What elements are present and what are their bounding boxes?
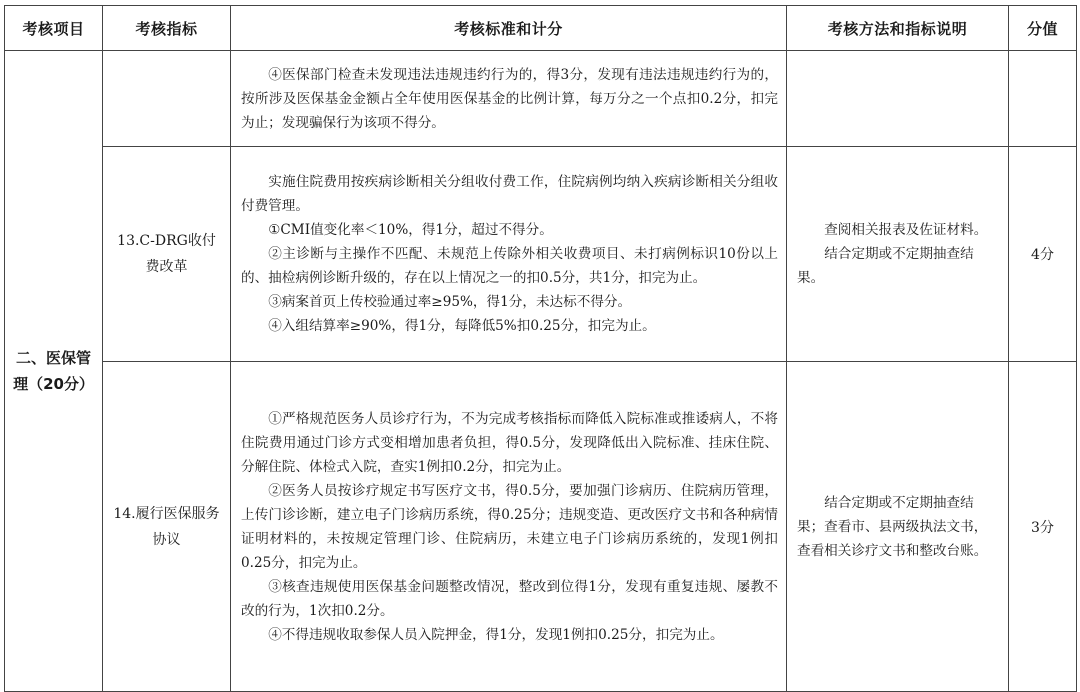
method-paragraph: 查阅相关报表及佐证材料。: [824, 222, 988, 238]
method-cell: [787, 147, 1009, 362]
standard-paragraph: ④不得违规收取参保人员入院押金，得1分，发现1例扣0.25分，扣完为止。: [268, 626, 724, 643]
indicator-cell: 13.C-DRG收付费改革: [103, 147, 231, 362]
standard-paragraph: ①CMI值变化率＜10%，得1分，超过不得分。: [268, 222, 553, 238]
assessment-table: [4, 5, 1077, 692]
table-row: [5, 147, 1077, 362]
header-method: 考核方法和指标说明: [787, 6, 1009, 51]
standard-paragraph: ④入组结算率≥90%，得1分，每降低5%扣0.25分，扣完为止。: [268, 318, 656, 334]
standard-paragraph: 实施住院费用按疾病诊断相关分组收付费工作，住院病例均纳入疾病诊断相关分组收付费管理。: [241, 174, 778, 214]
method-paragraph: 结合定期或不定期抽查结果。: [797, 246, 974, 286]
standard-paragraph: ③病案首页上传校验通过率≥95%，得1分，未达标不得分。: [268, 294, 632, 310]
header-row: [5, 6, 1077, 51]
standard-paragraph: ③核查违规使用医保基金问题整改情况，整改到位得1分，发现有重复违规、屡教不改的行为，1次扣0.2分。: [241, 578, 778, 619]
indicator-cell: 14.履行医保服务协议: [103, 362, 231, 692]
standard-paragraph: ②主诊断与主操作不匹配、未规范上传除外相关收费项目、未打病例标识10份以上的、抽检病例诊断升级的，存在以上情况之一的扣0.5分，共1分，扣完为止。: [241, 246, 778, 286]
standard-paragraph: ④医保部门检查未发现违法违规违约行为的，得3分，发现有违法违规违约行为的，按所涉及医保基金金额占全年使用医保基金的比例计算，每万分之一个点扣0.2分，扣完为止；发现骗保行为该项不得分。: [241, 66, 778, 131]
standard-cell: [231, 51, 787, 147]
method-cell: [787, 51, 1009, 147]
standard-cell: [231, 147, 787, 362]
header-standard: 考核标准和计分: [231, 6, 787, 51]
table-row: [5, 362, 1077, 692]
table-row: [5, 51, 1077, 147]
standard-paragraph: ①严格规范医务人员诊疗行为，不为完成考核指标而降低入院标准或推诿病人，不将住院费用通过门诊方式变相增加患者负担，得0.5分，发现降低出入院标准、挂床住院、分解住院、体检式入院，查实1例扣0.2分，扣完为止。: [241, 410, 778, 475]
header-category: 考核项目: [5, 6, 103, 51]
indicator-cell: [103, 51, 231, 147]
score-cell: 3分: [1009, 362, 1077, 692]
score-cell: 4分: [1009, 147, 1077, 362]
method-cell: [787, 362, 1009, 692]
standard-cell: [231, 362, 787, 692]
method-paragraph: 结合定期或不定期抽查结果；查看市、县两级执法文书，查看相关诊疗文书和整改台账。: [797, 494, 988, 559]
score-cell: [1009, 51, 1077, 147]
category-cell: 二、医保管理（20分）: [5, 51, 103, 692]
header-score: 分值: [1009, 6, 1077, 51]
standard-paragraph: ②医务人员按诊疗规定书写医疗文书，得0.5分，要加强门诊病历、住院病历管理，上传门诊诊断，建立电子门诊病历系统，得0.25分；违规变造、更改医疗文书和各种病情证明材料的，未按规定管理门诊、住院病历，未建立电子门诊病历系统的，发现1例扣0.25分，扣完为止。: [241, 482, 778, 571]
header-indicator: 考核指标: [103, 6, 231, 51]
